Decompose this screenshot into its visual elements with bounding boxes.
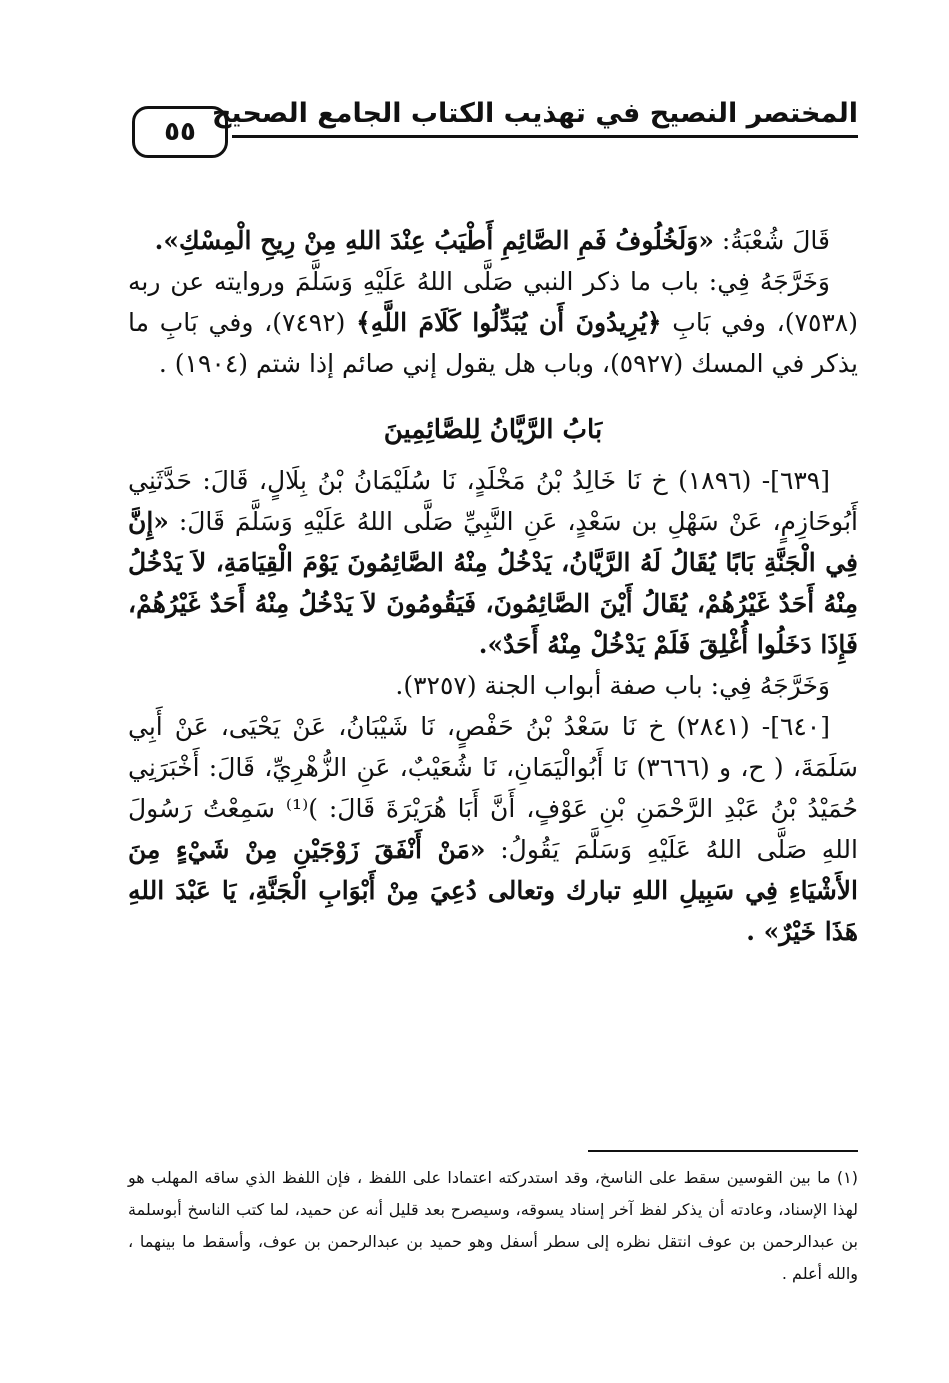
page-number: ٥٥ <box>164 117 196 147</box>
takhrij-text-b: (٧٤٩٢)، وفي بَابِ ما يذكر في المسك (٥٩٢٧)، وباب هل يقول إني صائم إذا شتم (١٩٠٤) . <box>128 308 858 378</box>
quran-verse: ﴿يُرِيدُونَ أَن يُبَدِّلُوا كَلَامَ اللَّهِ﴾ <box>356 308 662 337</box>
matn-640: «مَنْ أَنْفَقَ زَوْجَيْنِ مِنْ شَيْءٍ مِنَ الأَشْيَاءِ فِي سَبِيلِ اللهِ تبارك وتعالى دُعِيَ مِنْ أَبْوَابِ الْجَنَّةِ، يَا عَبْدَ اللهِ هَذَا خَيْرٌ» . <box>128 835 858 946</box>
matn-639: «إِنَّ فِي الْجَنَّةِ بَابًا يُقَالُ لَهُ الرَّيَّانُ، يَدْخُلُ مِنْهُ الصَّائِمُونَ يَوْمَ الْقِيَامَةِ، لاَ يَدْخُلُ مِنْهُ أَحَدٌ غَيْرُهُمْ، يُقَالُ أَيْنَ الصَّائِمُونَ، فَيَقُومُونَ لاَ يَدْخُلُ مِنْهُ أَحَدٌ غَيْرُهُمْ، فَإِذَا دَخَلُوا أُغْلِقَ فَلَمْ يَدْخُلْ مِنْهُ أَحَدٌ». <box>128 507 858 659</box>
main-text <box>128 220 858 952</box>
hadith-640 <box>128 706 858 952</box>
page-header <box>128 88 858 168</box>
isnad-640: [٦٤٠]- (٢٨٤١) خ نَا سَعْدُ بْنُ حَفْصٍ، نَا شَيْبَانُ، عَنْ يَحْيَى، عَنْ أَبِي سَلَمَةَ، ( ح، و (٣٦٦٦) نَا أَبُوالْيَمَانِ، نَا شُعَيْبٌ، عَنِ الزُّهْرِيِّ، قَالَ: أَخْبَرَنِي حُمَيْدُ بْنُ عَبْدِ الرَّحْمَنِ بْنِ عَوْفٍ، أَنَّ أَبَا هُرَيْرَةَ قَالَ: )⁽¹⁾ سَمِعْتُ رَسُولَ اللهِ صَلَّى اللهُ عَلَيْهِ وَسَلَّمَ يَقُولُ: <box>128 712 858 864</box>
paragraph-shuba <box>128 220 858 261</box>
hadith-quote: «وَلَخُلُوفُ فَمِ الصَّائِمِ أَطْيَبُ عِنْدَ اللهِ مِنْ رِيحِ الْمِسْكِ». <box>154 226 714 255</box>
header-rule <box>232 135 858 138</box>
paragraph-takhrij-2 <box>128 665 858 706</box>
footnote-1: (١) ما بين القوسين سقط على الناسخ، وقد استدركته اعتمادا على اللفظ ، فإن اللفظ الذي ساقه المهلب هو لهذا الإسناد، وعادته أن يذكر لفظ آخر إسناد يسوقه، وسيصرح بعد قليل أنه عن حميد، لما كتب الناسخ أبوسلمة بن عبدالرحمن بن عوف انتقل نظره إلى سطر أسفل وهو حميد بن عبدالرحمن بن عوف، وأسقط ما بينهما ، والله أعلم . <box>128 1168 858 1283</box>
section-title: بَابُ الرَّيَّانُ لِلصَّائِمِينَ <box>383 415 603 445</box>
footnote-separator <box>588 1150 858 1152</box>
takhrij-text-a: وَخَرَّجَهُ فِي: باب ما ذكر النبي صَلَّى اللهُ عَلَيْهِ وَسَلَّمَ وروايته عن ربه (٧٥٣٨)، وفي بَابِ <box>128 267 858 337</box>
footnotes <box>128 1162 858 1290</box>
page-number-badge <box>132 106 228 158</box>
narrator-lead: قَالَ شُعْبَةُ: <box>713 226 830 255</box>
paragraph-takhrij-1 <box>128 261 858 384</box>
takhrij-text-2: وَخَرَّجَهُ فِي: باب صفة أبواب الجنة (٣٢٥٧). <box>395 671 830 700</box>
running-title: المختصر النصيح في تهذيب الكتاب الجامع الصحيح <box>211 98 858 129</box>
isnad-639: [٦٣٩]- (١٨٩٦) خ نَا خَالِدُ بْنُ مَخْلَدٍ، نَا سُلَيْمَانُ بْنُ بِلَالٍ، قَالَ: حَدَّثَنِي أَبُوحَازِمٍ، عَنْ سَهْلِ بن سَعْدٍ، عَنِ النَّبِيِّ صَلَّى اللهُ عَلَيْهِ وَسَلَّمَ قَالَ: <box>128 466 858 536</box>
hadith-639 <box>128 460 858 665</box>
